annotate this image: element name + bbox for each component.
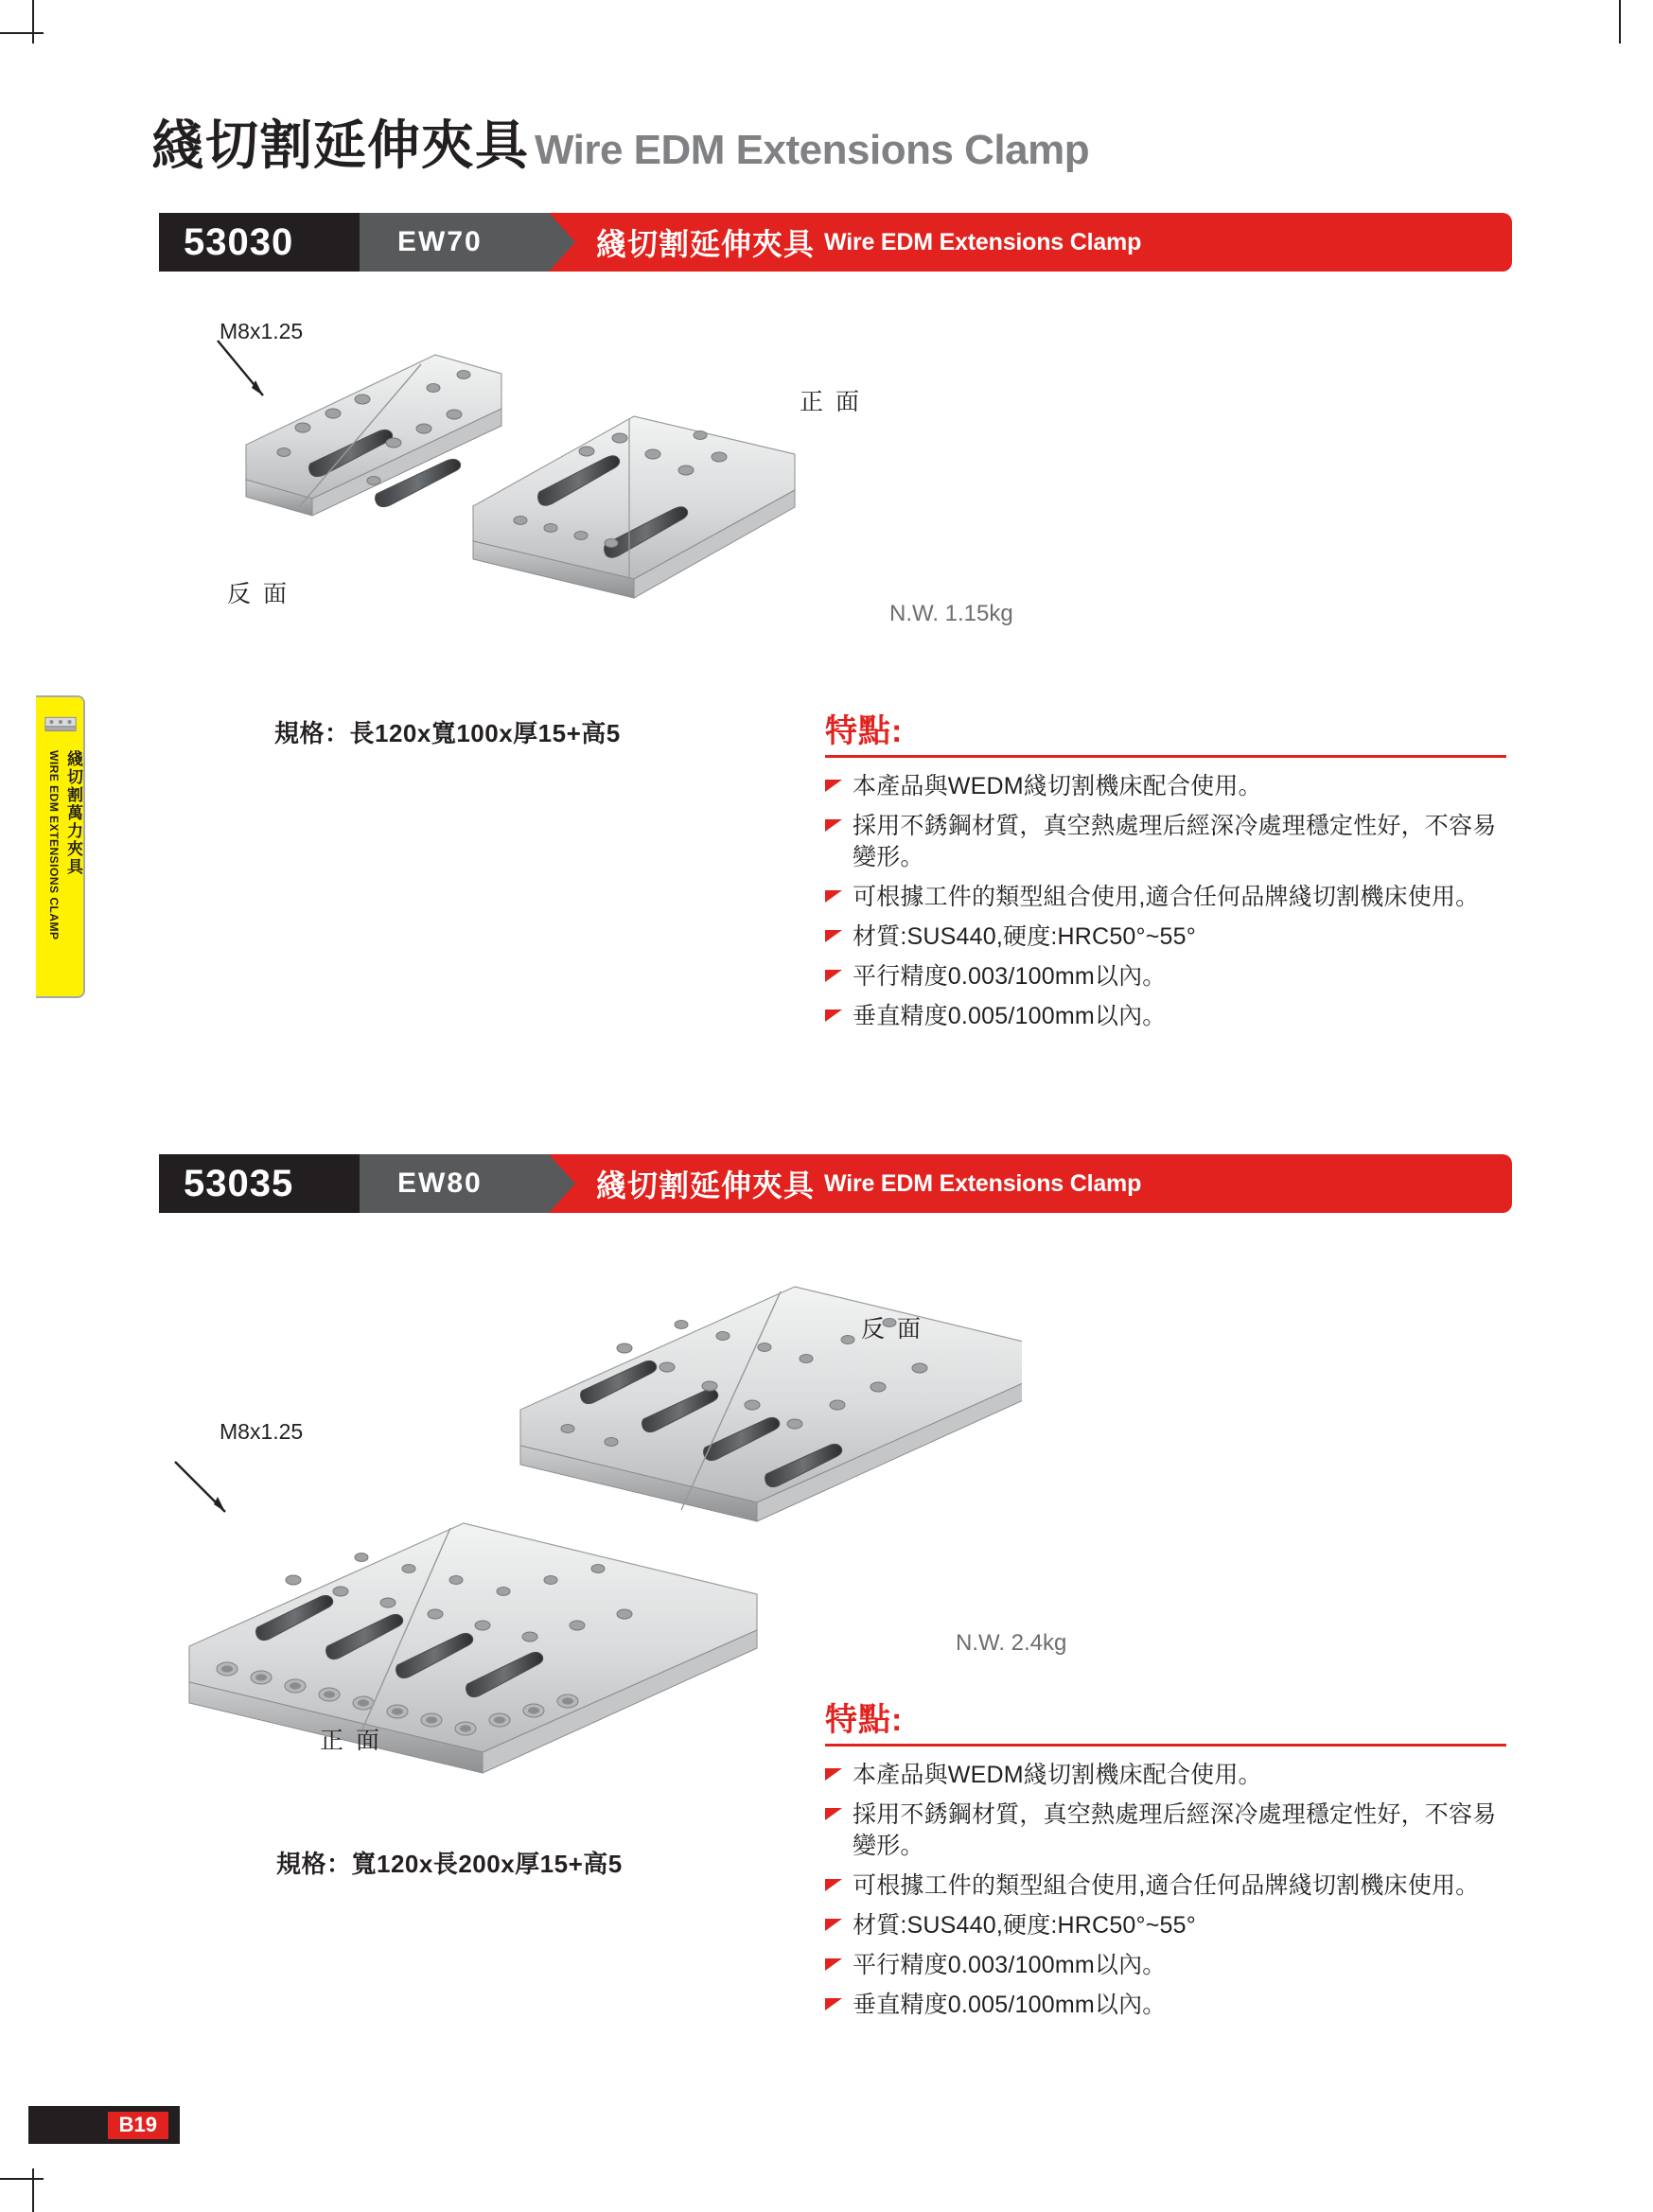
features-rule bbox=[825, 755, 1506, 758]
product-model-block bbox=[360, 1154, 549, 1213]
feature-item bbox=[825, 961, 1506, 992]
feature-text: 材質:SUS440,硬度:HRC50°~55° bbox=[853, 1912, 1196, 1939]
product-illustration-53030 bbox=[189, 322, 965, 606]
side-tab-thumbnail-icon bbox=[43, 705, 79, 741]
face-label-front-53030: 正 面 bbox=[800, 389, 862, 415]
bullet-triangle-icon bbox=[825, 1998, 842, 2010]
side-tab-text bbox=[36, 750, 85, 996]
product-name-cn: 綫切割延伸夾具 bbox=[596, 1168, 816, 1203]
page-title bbox=[151, 104, 1089, 180]
feature-text: 垂直精度0.005/100mm以內。 bbox=[853, 1003, 1167, 1029]
feature-item bbox=[825, 1990, 1506, 2021]
feature-item bbox=[825, 1950, 1506, 1981]
product-model-arrow-icon bbox=[549, 1154, 575, 1213]
product-code: 53035 bbox=[184, 1163, 294, 1204]
bullet-triangle-icon bbox=[825, 1879, 842, 1891]
feature-item bbox=[825, 882, 1506, 913]
bullet-triangle-icon bbox=[825, 930, 842, 942]
page-title-cn: 綫切割延伸夾具 bbox=[151, 115, 529, 175]
product-title-group bbox=[596, 213, 1141, 272]
feature-item bbox=[825, 1910, 1506, 1941]
feature-item bbox=[825, 1760, 1506, 1791]
spec-53030: 規格：長120x寬100x厚15+高5 bbox=[274, 719, 621, 747]
side-tab[interactable] bbox=[36, 695, 85, 998]
bullet-triangle-icon bbox=[825, 1768, 842, 1781]
bullet-triangle-icon bbox=[825, 1919, 842, 1931]
product-name-en: Wire EDM Extensions Clamp bbox=[824, 1169, 1142, 1197]
product-code-block bbox=[159, 1154, 360, 1213]
features-title-53030: 特點: bbox=[825, 713, 904, 749]
product-model: EW70 bbox=[397, 226, 483, 257]
bullet-triangle-icon bbox=[825, 1958, 842, 1971]
feature-text: 垂直精度0.005/100mm以內。 bbox=[853, 1992, 1167, 2018]
bullet-triangle-icon bbox=[825, 970, 842, 982]
product-code: 53030 bbox=[184, 221, 294, 263]
features-rule bbox=[825, 1744, 1506, 1747]
feature-text: 可根據工件的類型組合使用,適合任何品牌綫切割機床使用。 bbox=[853, 1872, 1480, 1899]
spec-53035: 規格：寬120x長200x厚15+高5 bbox=[276, 1850, 623, 1878]
feature-item bbox=[825, 1870, 1506, 1902]
crop-mark-left-top bbox=[0, 32, 44, 34]
net-weight-53035: N.W. 2.4kg bbox=[956, 1630, 1067, 1656]
feature-text: 可根據工件的類型組合使用,適合任何品牌綫切割機床使用。 bbox=[853, 884, 1480, 910]
product-title-group bbox=[596, 1154, 1141, 1213]
bullet-triangle-icon bbox=[825, 819, 842, 832]
feature-text: 本產品與WEDM綫切割機床配合使用。 bbox=[853, 1762, 1262, 1788]
product-name-en: Wire EDM Extensions Clamp bbox=[824, 228, 1142, 255]
feature-item bbox=[825, 811, 1506, 873]
product-name-cn: 綫切割延伸夾具 bbox=[596, 227, 816, 261]
product-model: EW80 bbox=[397, 1167, 483, 1199]
face-label-back-53035: 反 面 bbox=[861, 1316, 923, 1343]
feature-text: 材質:SUS440,硬度:HRC50°~55° bbox=[853, 923, 1196, 950]
thread-callout-53030: M8x1.25 bbox=[220, 319, 304, 343]
footer-page-marker bbox=[28, 2106, 180, 2144]
features-53030 bbox=[825, 705, 1506, 1041]
crop-mark-top-right bbox=[1619, 0, 1621, 44]
feature-text: 採用不銹鋼材質，真空熱處理后經深冷處理穩定性好，不容易變形。 bbox=[853, 1801, 1497, 1859]
thread-callout-53035: M8x1.25 bbox=[220, 1419, 304, 1444]
features-53035 bbox=[825, 1694, 1506, 2029]
net-weight-53030: N.W. 1.15kg bbox=[889, 601, 1013, 626]
bullet-triangle-icon bbox=[825, 1009, 842, 1022]
side-tab-label-cn: 綫切割萬力夾具 bbox=[64, 750, 82, 876]
product-model-block bbox=[360, 213, 549, 272]
feature-item bbox=[825, 771, 1506, 802]
feature-text: 平行精度0.003/100mm以內。 bbox=[853, 963, 1167, 990]
product-header-53030 bbox=[159, 213, 1512, 272]
feature-text: 採用不銹鋼材質，真空熱處理后經深冷處理穩定性好，不容易變形。 bbox=[853, 813, 1497, 870]
face-label-back-53030: 反 面 bbox=[227, 581, 290, 607]
feature-item bbox=[825, 922, 1506, 953]
feature-item bbox=[825, 1799, 1506, 1862]
product-model-arrow-icon bbox=[549, 213, 575, 272]
face-label-front-53035: 正 面 bbox=[320, 1728, 382, 1754]
features-title-53035: 特點: bbox=[825, 1702, 904, 1738]
feature-item bbox=[825, 1001, 1506, 1032]
feature-text: 平行精度0.003/100mm以內。 bbox=[853, 1952, 1167, 1978]
bullet-triangle-icon bbox=[825, 780, 842, 792]
bullet-triangle-icon bbox=[825, 890, 842, 903]
page-title-en: Wire EDM Extensions Clamp bbox=[535, 127, 1090, 173]
page-number: B19 bbox=[108, 2112, 168, 2139]
bullet-triangle-icon bbox=[825, 1808, 842, 1820]
product-header-53035 bbox=[159, 1154, 1512, 1213]
product-code-block bbox=[159, 213, 360, 272]
crop-mark-left-bottom bbox=[0, 2178, 44, 2180]
side-tab-label-en: WIRE EDM EXTENSIONS CLAMP bbox=[47, 750, 61, 940]
crop-mark-top-left bbox=[32, 0, 34, 44]
feature-text: 本產品與WEDM綫切割機床配合使用。 bbox=[853, 773, 1262, 799]
crop-mark-bottom-left bbox=[32, 2168, 34, 2212]
